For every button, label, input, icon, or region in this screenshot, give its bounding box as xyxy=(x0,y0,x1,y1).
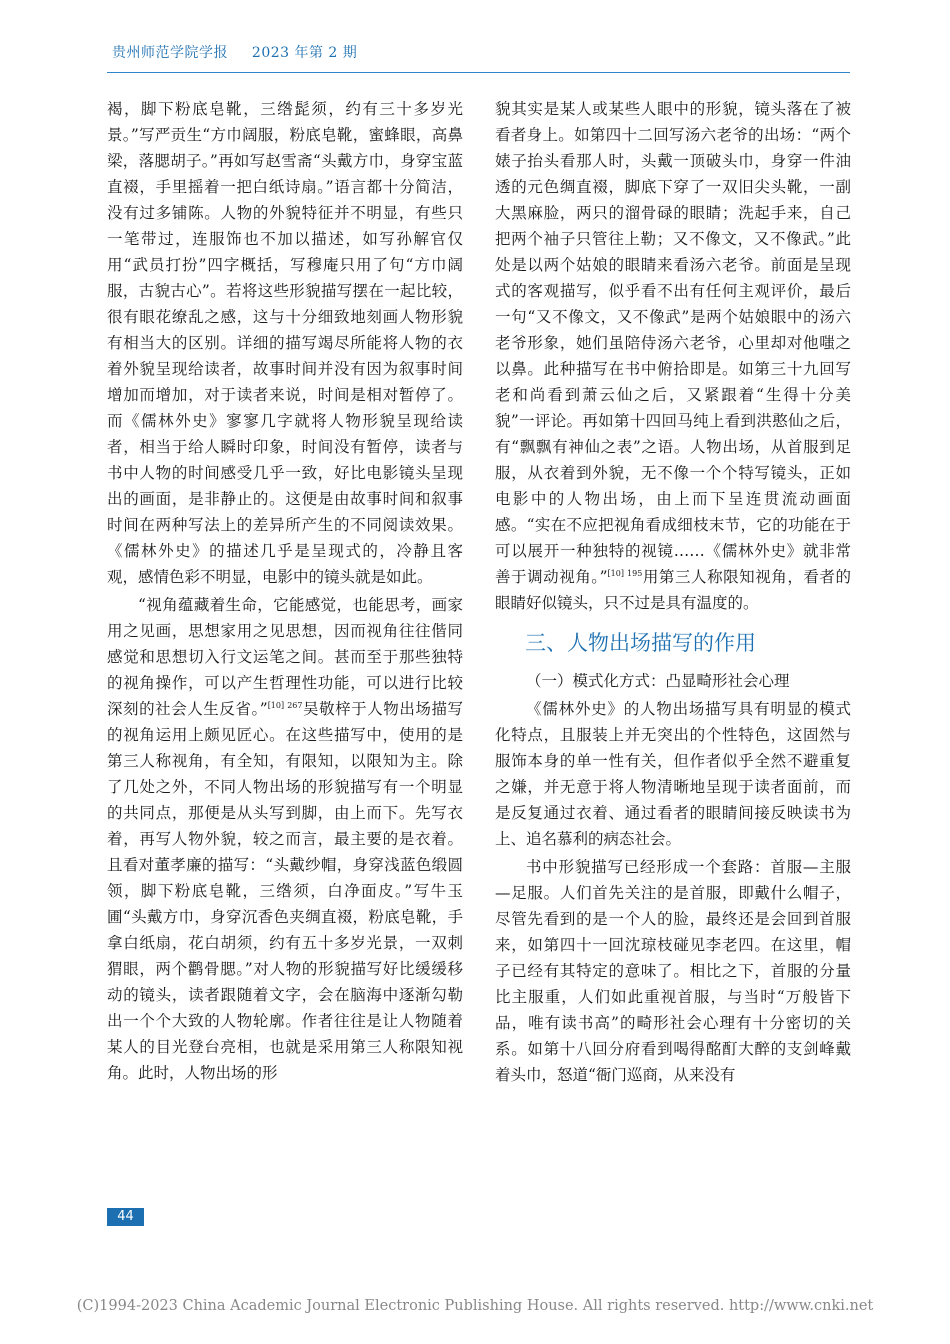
left-column xyxy=(107,96,463,1086)
left-paragraph-2-quote: “视角蕴藏着生命，它能感觉，也能思考，画家用之见画，思想家用之见思想，因而视角往往偕同感觉和思想切入行文运笔之间。甚而至于那些独特的视角操作，可以产生哲理性功能，可以进行比较深刻的社会人生反省。” xyxy=(107,596,463,718)
right-paragraph-2: 《儒林外史》的人物出场描写具有明显的模式化特点，且服装上并无突出的个性特色，这固然与服饰本身的单一性有关，但作者似乎全然不避重复之嫌，并无意于将人物清晰地呈现于读者面前，而是反复通过衣着、通过看者的眼睛间接反映读书为上、追名慕利的病态社会。 xyxy=(495,700,851,848)
citation: [10] 267 xyxy=(267,700,303,710)
citation: [10] 195 xyxy=(607,568,643,578)
header-rule xyxy=(107,72,850,73)
left-paragraph-1: 褐，脚下粉底皂靴，三绺髭须，约有三十多岁光景。”写严贡生“方巾阔服，粉底皂靴，蜜蜂眼，高鼻梁，落腮胡子。”再如写赵雪斋“头戴方巾，身穿宝蓝直裰，手里摇着一把白纸诗扇。”语言都十分简洁，没有过多铺陈。人物的外貌特征并不明显，有些只一笔带过，连服饰也不加以描述，如写孙解官仅用“武员打扮”四字概括，写穆庵只用了句“方巾阔服，古貌古心”。若将这些形貌描写摆在一起比较，很有眼花缭乱之感，这与十分细致地刻画人物形貌有相当大的区别。详细的描写竭尽所能将人物的衣着外貌呈现给读者，故事时间并没有因为叙事时间增加而增加，对于读者来说，时间是相对暂停了。而《儒林外史》寥寥几字就将人物形貌呈现给读者，相当于给人瞬时印象，时间没有暂停，读者与书中人物的时间感受几乎一致，好比电影镜头呈现出的画面，是非静止的。这便是由故事时间和叙事时间在两种写法上的差异所产生的不同阅读效果。《儒林外史》的描述几乎是呈现式的，冷静且客观，感情色彩不明显，电影中的镜头就是如此。 xyxy=(107,100,463,586)
journal-header xyxy=(112,42,357,62)
footer-copyright: (C)1994-2023 China Academic Journal Electronic Publishing House. All rights reserved. http://www.cnki.net xyxy=(76,1298,874,1314)
right-paragraph-1-tail: 用第三人称限知视角，看者的眼睛好似镜头，只不过是具有温度的。 xyxy=(495,568,851,612)
right-column xyxy=(495,96,851,1088)
journal-issue: 2023 年第 2 期 xyxy=(251,45,358,61)
page-number: 44 xyxy=(107,1208,144,1226)
left-paragraph-2 xyxy=(107,592,463,1086)
section-title: 三、人物出场描写的作用 xyxy=(525,631,756,655)
subsection-title: （一）模式化方式：凸显畸形社会心理 xyxy=(526,672,790,690)
right-paragraph-1-body: 貌其实是某人或某些人眼中的形貌，镜头落在了被看者身上。如第四十二回写汤六老爷的出场：“两个婊子抬头看那人时，头戴一顶破头巾，身穿一件油透的元色绸直裰，脚底下穿了一双旧尖头靴，一副大黑麻脸，两只的溜骨碌的眼睛；洗起手来，自己把两个袖子只管往上勒；又不像文，又不像武。”此处是以两个姑娘的眼睛来看汤六老爷。前面是呈现式的客观描写，似乎看不出有任何主观评价，最后一句“又不像文，又不像武”是两个姑娘眼中的汤六老爷形象，她们虽陪侍汤六老爷，心里却对他嗤之以鼻。此种描写在书中俯拾即是。如第三十九回写老和尚看到萧云仙之后，又紧跟着“生得十分美貌”一评论。再如第十四回马纯上看到洪憨仙之后，有“飘飘有神仙之表”之语。人物出场，从首服到足服，从衣着到外貌，无不像一个个特写镜头，正如电影中的人物出场，由上而下呈连贯流动画面感。“实在不应把视角看成细枝末节，它的功能在于可以展开一种独特的视镜……《儒林外史》就非常善于调动视角。” xyxy=(495,100,851,586)
right-paragraph-3: 书中形貌描写已经形成一个套路：首服—主服—足服。人们首先关注的是首服，即戴什么帽子，尽管先看到的是一个人的脸，最终还是会回到首服来，如第四十一回沈琼枝碰见李老四。在这里，帽子已经有其特定的意味了。相比之下，首服的分量比主服重，人们如此重视首服，与当时“万般皆下品，唯有读书高”的畸形社会心理有十分密切的关系。如第十八回分府看到喝得酩酊大醉的支剑峰戴着头巾，怒道“衙门巡商，从来没有 xyxy=(495,858,851,1084)
left-paragraph-2-body: 吴敬梓于人物出场描写的视角运用上颇见匠心。在这些描写中，使用的是第三人称视角，有全知，有限知，以限知为主。除了几处之外，不同人物出场的形貌描写有一个明显的共同点，那便是从头写到脚，由上而下。先写衣着，再写人物外貌，较之而言，最主要的是衣着。且看对董孝廉的描写：“头戴纱帽，身穿浅蓝色缎圆领，脚下粉底皂靴，三绺须，白净面皮。”写牛玉圃“头戴方巾，身穿沉香色夹绸直裰，粉底皂靴，手拿白纸扇，花白胡须，约有五十多岁光景，一双刺猬眼，两个鹳骨腮。”对人物的形貌描写好比缓缓移动的镜头，读者跟随着文字，会在脑海中逐渐勾勒出一个个大致的人物轮廓。作者往往是让人物随着某人的目光登台亮相，也就是采用第三人称限知视角。此时，人物出场的形 xyxy=(107,700,463,1082)
right-paragraph-1 xyxy=(495,96,851,616)
journal-name: 贵州师范学院学报 xyxy=(112,45,228,61)
